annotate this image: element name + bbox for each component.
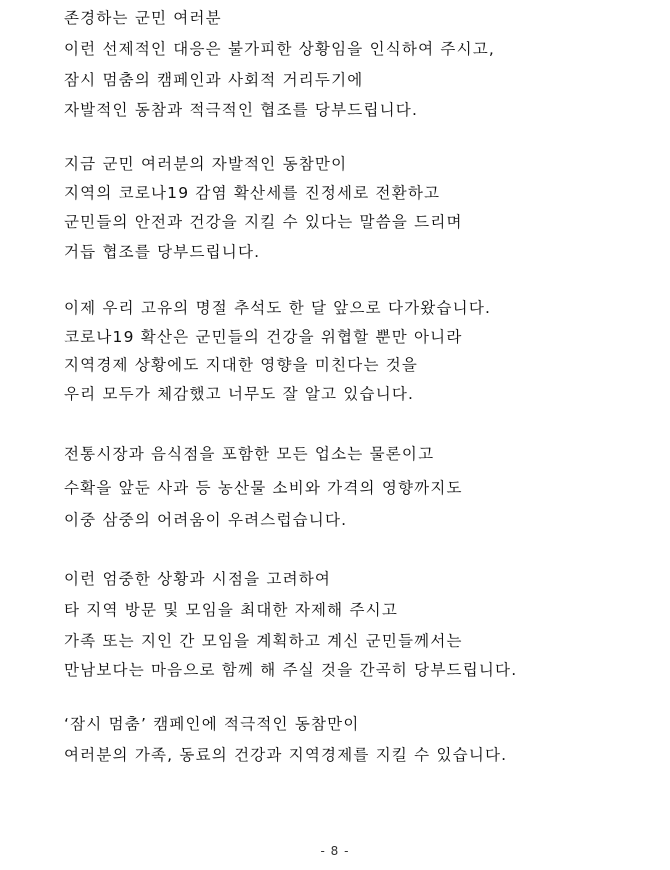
paragraph-1-line-3: 잠시 멈춤의 캠페인과 사회적 거리두기에 [64,71,364,89]
paragraph-5-line-1: 이런 엄중한 상황과 시점을 고려하여 [64,570,332,588]
paragraph-2-line-3: 군민들의 안전과 건강을 지킬 수 있다는 말씀을 드리며 [64,213,463,231]
page-number: - 8 - [320,844,350,858]
paragraph-2-line-1: 지금 군민 여러분의 자발적인 동참만이 [64,155,348,173]
paragraph-1-line-2: 이런 선제적인 대응은 불가피한 상황임을 인식하여 주시고, [64,40,496,58]
paragraph-4-line-1: 전통시장과 음식점을 포함한 모든 업소는 물론이고 [64,445,435,463]
paragraph-5-line-4: 만남보다는 마음으로 함께 해 주실 것을 간곡히 당부드립니다. [64,661,518,679]
paragraph-5-line-3: 가족 또는 지인 간 모임을 계획하고 계신 군민들께서는 [64,632,463,650]
paragraph-3-line-2: 코로나19 확산은 군민들의 건강을 위협할 뿐만 아니라 [64,328,463,346]
paragraph-3-line-3: 지역경제 상황에도 지대한 영향을 미친다는 것을 [64,356,419,374]
paragraph-6-line-2: 여러분의 가족, 동료의 건강과 지역경제를 지킬 수 있습니다. [64,746,508,764]
paragraph-2-line-2: 지역의 코로나19 감염 확산세를 진정세로 전환하고 [64,184,441,202]
paragraph-3-line-1: 이제 우리 고유의 명절 추석도 한 달 앞으로 다가왔습니다. [64,299,492,317]
paragraph-4-line-2: 수확을 앞둔 사과 등 농산물 소비와 가격의 영향까지도 [64,479,463,497]
paragraph-3-line-4: 우리 모두가 체감했고 너무도 잘 알고 있습니다. [64,385,415,403]
paragraph-1-line-1: 존경하는 군민 여러분 [64,9,222,27]
paragraph-1-line-4: 자발적인 동참과 적극적인 협조를 당부드립니다. [64,101,419,119]
paragraph-5-line-2: 타 지역 방문 및 모임을 최대한 자제해 주시고 [64,601,399,619]
paragraph-4-line-3: 이중 삼중의 어려움이 우려스럽습니다. [64,511,348,529]
paragraph-2-line-4: 거듭 협조를 당부드립니다. [64,243,261,261]
paragraph-6-line-1: ‘잠시 멈춤’ 캠페인에 적극적인 동참만이 [64,715,360,733]
